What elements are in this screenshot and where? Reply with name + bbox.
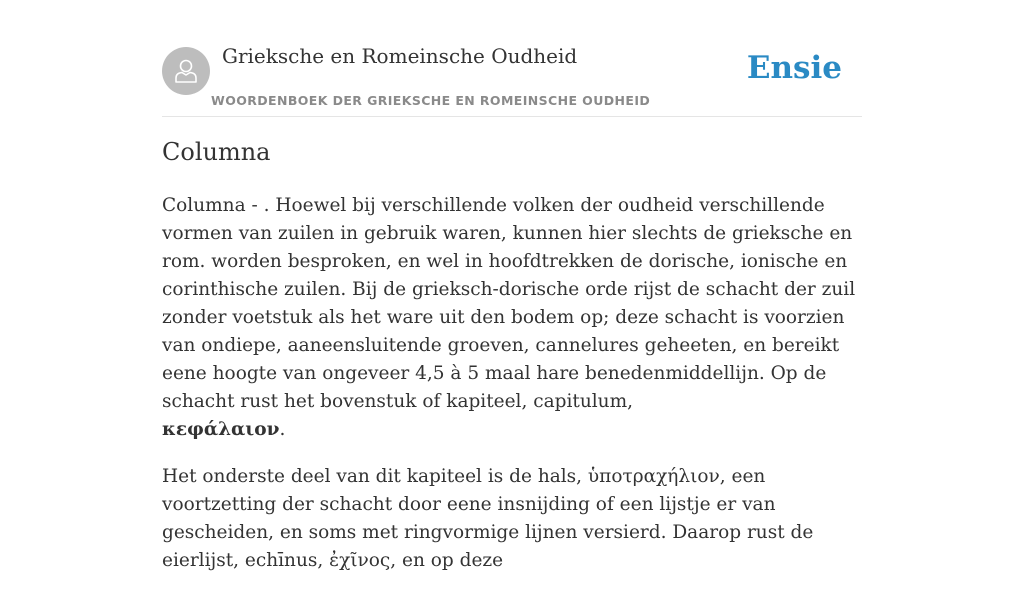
article-body: [162, 192, 864, 594]
paragraph-2: Het onderste deel van dit kapiteel is de hals, ὑποτραχήλιον, een voortzetting der schacht door eene insnijding of een lijstje er van gescheiden, en soms met ringvormige lijnen versierd. Daarop rust de eierlijst, echīnus, ἐχῖνος, en op deze: [162, 466, 814, 571]
page: [162, 0, 862, 571]
article-title: Columna: [162, 138, 271, 166]
paragraph-1-end: .: [279, 419, 286, 440]
brand-logo[interactable]: Ensie: [746, 50, 842, 86]
paragraph-1-text: Columna - . Hoewel bij verschillende volken der oudheid verschillende vormen van zuilen in gebruik waren, kunnen hier slechts de grieksche en rom. worden besproken, en wel in hoofdtrekken de dorische, ionische en corinthische zuilen. Bij de grieksch-dorische orde rijst de schacht der zuil zonder voetstuk als het ware uit den bodem op; deze schacht is voorzien van ondiepe, aaneensluitende groeven, cannelures geheeten, en bereikt eene hoogte van ongeveer 4,5 à 5 maal hare benedenmiddellijn. Op de schacht rust het bovenstuk of kapiteel, capitulum,: [162, 195, 856, 412]
site-title[interactable]: Grieksche en Romeinsche Oudheid: [222, 44, 578, 68]
site-header: [162, 0, 862, 117]
greek-term: κεφάλαιον: [162, 419, 280, 440]
avatar[interactable]: [162, 47, 210, 95]
user-icon: [171, 56, 201, 86]
site-subtitle[interactable]: WOORDENBOEK DER GRIEKSCHE EN ROMEINSCHE OUDHEID: [211, 93, 651, 108]
paragraph-1: [162, 192, 864, 444]
